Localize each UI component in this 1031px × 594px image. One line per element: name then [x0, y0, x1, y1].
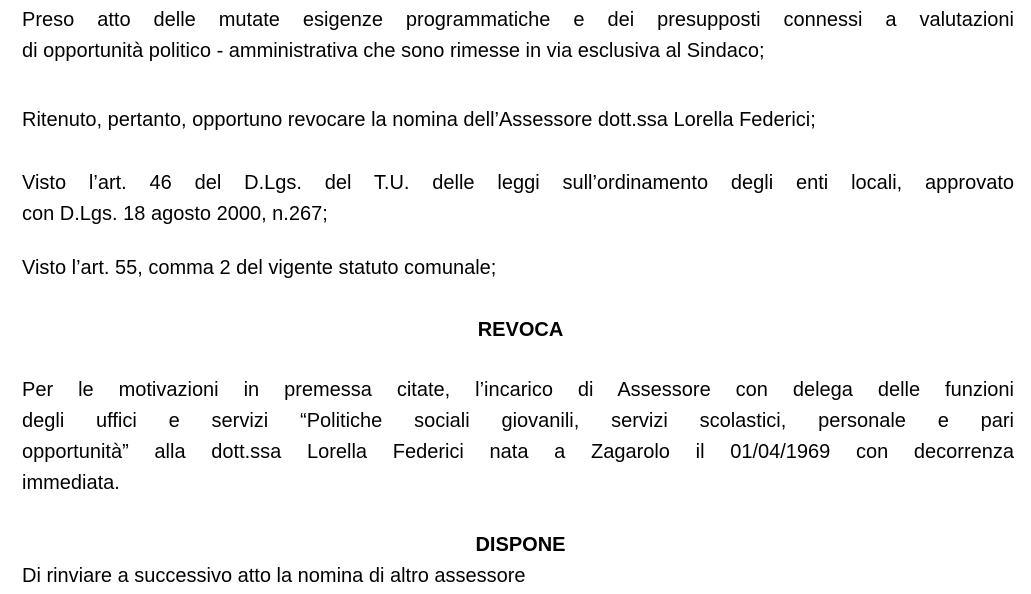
text-line: degli uffici e servizi “Politiche sociali giovanili, servizi scolastici, personale e pari [22, 410, 1014, 432]
text-line: Visto l’art. 55, comma 2 del vigente statuto comunale; [22, 257, 497, 279]
paragraph-motivazioni [22, 375, 1014, 499]
paragraph-rinvio [22, 561, 1014, 592]
text-line: Preso atto delle mutate esigenze programmatiche e dei presupposti connessi a valutazioni [22, 9, 1014, 31]
text-line: Ritenuto, pertanto, opportuno revocare la nomina dell’Assessore dott.ssa Lorella Federici; [22, 109, 816, 131]
paragraph-preso-atto [22, 5, 1014, 67]
paragraph-visto-art-46 [22, 168, 1014, 230]
text-line: Di rinviare a successivo atto la nomina di altro assessore [22, 565, 526, 587]
text-line: opportunità” alla dott.ssa Lorella Federici nata a Zagarolo il 01/04/1969 con decorrenza [22, 441, 1014, 463]
heading-revoca: REVOCA [477, 319, 564, 341]
text-line: Visto l’art. 46 del D.Lgs. del T.U. delle leggi sull’ordinamento degli enti locali, approvato [22, 172, 1014, 194]
text-line: con D.Lgs. 18 agosto 2000, n.267; [22, 203, 328, 225]
text-line: di opportunità politico - amministrativa che sono rimesse in via esclusiva al Sindaco; [22, 40, 765, 62]
heading-dispone: DISPONE [475, 534, 566, 556]
paragraph-visto-art-55 [22, 253, 1014, 284]
paragraph-ritenuto [22, 105, 1014, 136]
text-line: Per le motivazioni in premessa citate, l’incarico di Assessore con delega delle funzioni [22, 379, 1014, 401]
text-line: immediata. [22, 472, 120, 494]
